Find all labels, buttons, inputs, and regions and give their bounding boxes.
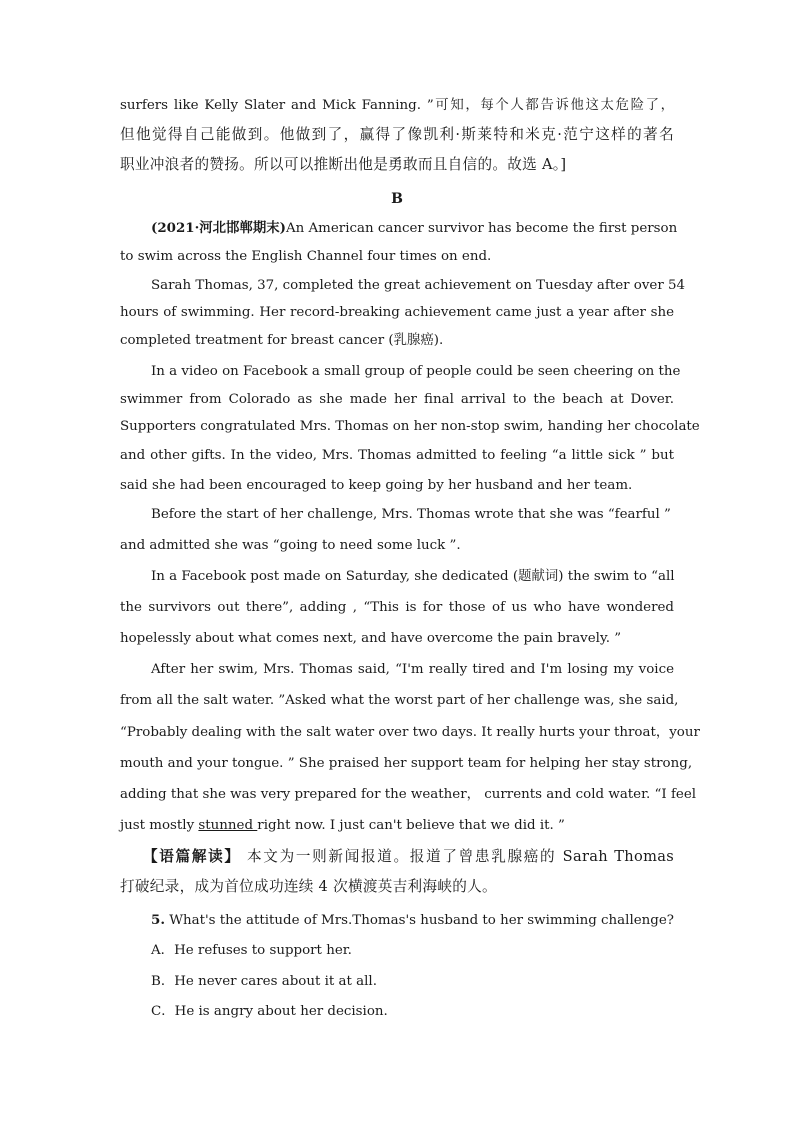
article-p2-line-2: hours of swimming. Her record-breaking achievement came just a year after she [120,305,674,320]
article-p1-line-1 [151,218,678,239]
option-c-text: He is angry about her decision. [174,1004,388,1019]
article-p6-line-6-a: just mostly [120,818,199,833]
reading-note-line-2: 打破纪录，成为首位成功连续 4 次横渡英吉利海峡的人。 [120,878,497,895]
article-p6-line-3: “Probably dealing with the salt water over two days. It really hurts your throat，your [120,725,700,740]
article-p6-line-5: adding that she was very prepared for the weather， currents and cold water. “I feel [120,787,697,802]
article-p2-line-1: Sarah Thomas, 37, completed the great achievement on Tuesday after over 54 [151,278,686,293]
reading-note-line-1 [143,847,674,867]
question-number: 5. [151,912,165,928]
article-p3-line-1: In a video on Facebook a small group of people could be seen cheering on the [151,364,681,379]
option-b[interactable] [151,972,377,992]
article-p3-line-4: and other gifts. In the video, Mrs. Thomas admitted to feeling “a little sick ” but [120,448,674,463]
reading-note-label: 【语篇解读】 [143,848,241,865]
reading-note-text: 本文为一则新闻报道。报道了曾患乳腺癌的 Sarah Thomas [240,848,674,865]
article-p3-line-5: said she had been encouraged to keep going by her husband and her team. [120,478,633,493]
option-b-letter: B． [151,974,175,989]
article-p6-line-2: from all the salt water. ”Asked what the worst part of her challenge was, she said, [120,693,679,708]
question-5 [151,910,674,931]
article-p1-line-1-text: An American cancer survivor has become the first person [285,221,678,236]
option-a[interactable] [151,941,352,961]
option-c-letter: C． [151,1004,175,1019]
article-p6-line-4: mouth and your tongue. ” She praised her support team for helping her stay strong, [120,756,693,771]
article-p6-line-6-b: right now. I just can't believe that we did it. ” [257,818,565,833]
article-p3-line-3: Supporters congratulated Mrs. Thomas on her non-stop swim, handing her chocolate [120,419,700,434]
option-b-text: He never cares about it at all. [174,974,377,989]
question-text: What's the attitude of Mrs.Thomas's husband to her swimming challenge? [164,913,674,928]
article-p4-line-1: Before the start of her challenge, Mrs. Thomas wrote that she was “fearful ” [151,507,671,522]
option-c[interactable] [151,1002,388,1022]
intro-line-1: surfers like Kelly Slater and Mick Fanning. ”可知，每个人都告诉他这太危险了， [120,98,674,113]
intro-line-2: 但他觉得自己能做到。他做到了，赢得了像凯利·斯莱特和米克·范宁这样的著名 [120,126,674,143]
article-p5-line-2: the survivors out there”, adding , “This is for those of us who have wondered [120,600,674,615]
article-p1-line-2: to swim across the English Channel four times on end. [120,249,492,264]
option-a-text: He refuses to support her. [174,943,352,958]
article-p4-line-2: and admitted she was “going to need some luck ”. [120,538,461,553]
article-p6-line-6 [120,816,674,836]
underlined-word: stunned [198,818,258,833]
option-a-letter: A． [151,943,175,958]
article-p2-line-3: completed treatment for breast cancer (乳腺癌). [120,333,444,348]
article-p5-line-1: In a Facebook post made on Saturday, she dedicated (题献词) the swim to “all [151,569,675,584]
intro-line-3: 职业冲浪者的赞扬。所以可以推断出他是勇敢而且自信的。故选 A。] [120,156,567,173]
article-source: (2021·河北邯郸期末) [151,220,286,236]
article-p6-line-1: After her swim, Mrs. Thomas said, “I'm really tired and I'm losing my voice [151,662,674,677]
section-heading: B [391,191,403,207]
article-p3-line-2: swimmer from Colorado as she made her final arrival to the beach at Dover. [120,392,674,407]
article-p5-line-3: hopelessly about what comes next, and have overcome the pain bravely. ” [120,631,622,646]
